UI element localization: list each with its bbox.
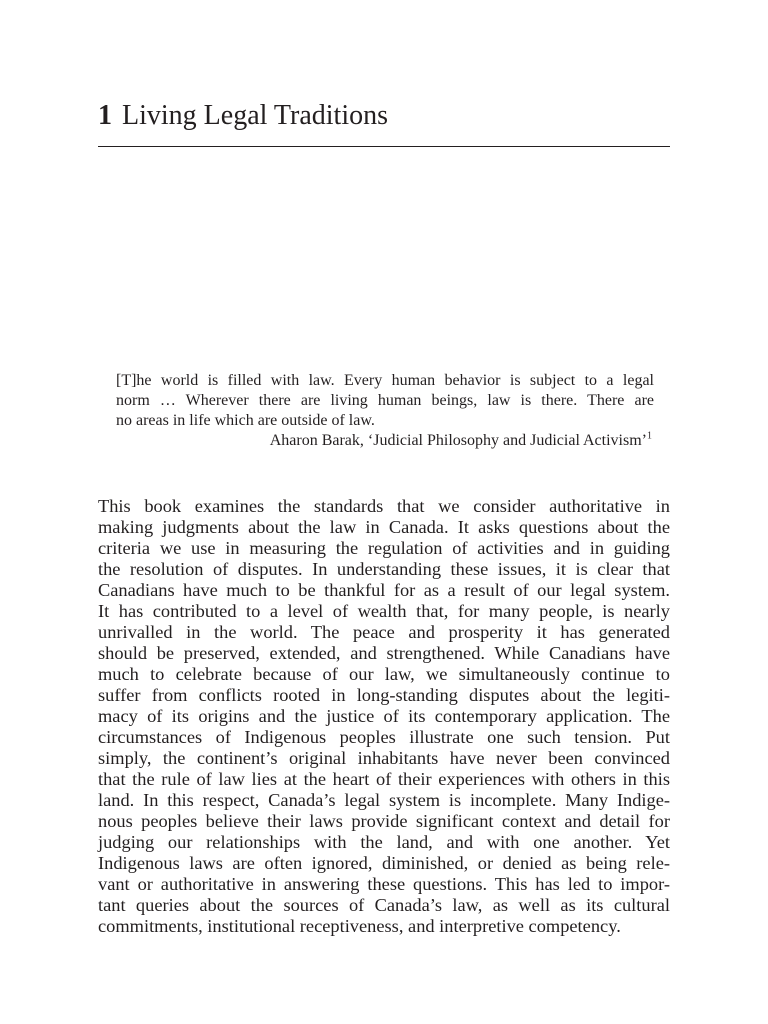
body-line: nous peoples believe their laws provide significant context and detail for	[98, 811, 670, 831]
attribution-text: Aharon Barak, ‘Judicial Philosophy and Judicial Activism’	[269, 432, 647, 449]
body-line: simply, the continent’s original inhabitants have never been convinced	[98, 748, 670, 768]
body-line: vant or authoritative in answering these questions. This has led to impor-	[98, 874, 670, 894]
body-line: tant queries about the sources of Canada’s law, as well as its cultural	[98, 895, 670, 915]
chapter-title: Living Legal Traditions	[122, 100, 388, 131]
epigraph-line: [T]he world is filled with law. Every human behavior is subject to a legal	[116, 372, 654, 389]
epigraph-line: no areas in life which are outside of law.	[116, 412, 375, 429]
heading-rule	[98, 146, 670, 147]
body-line: suffer from conflicts rooted in long-standing disputes about the legiti-	[98, 685, 670, 705]
body-line: much to celebrate because of our law, we simultaneously continue to	[98, 664, 670, 684]
body-line: unrivalled in the world. The peace and prosperity it has generated	[98, 622, 670, 642]
body-line: Canadians have much to be thankful for as a result of our legal system.	[98, 580, 670, 600]
body-line: making judgments about the law in Canada. It asks questions about the	[98, 517, 670, 537]
epigraph-line: norm … Wherever there are living human beings, law is there. There are	[116, 392, 654, 409]
body-line: Indigenous laws are often ignored, diminished, or denied as being rele-	[98, 853, 670, 873]
body-line: It has contributed to a level of wealth that, for many people, is nearly	[98, 601, 670, 621]
body-line: macy of its origins and the justice of its contemporary application. The	[98, 706, 670, 726]
body-line: circumstances of Indigenous peoples illustrate one such tension. Put	[98, 727, 670, 747]
body-line: land. In this respect, Canada’s legal system is incomplete. Many Indige-	[98, 790, 670, 810]
body-paragraph	[98, 496, 670, 937]
chapter-number: 1	[98, 100, 112, 131]
body-line: should be preserved, extended, and strengthened. While Canadians have	[98, 643, 670, 663]
body-line: This book examines the standards that we consider authoritative in	[98, 496, 670, 516]
epigraph	[116, 371, 654, 451]
chapter-heading	[98, 96, 670, 136]
body-line: the resolution of disputes. In understanding these issues, it is clear that	[98, 559, 670, 579]
epigraph-attribution	[116, 431, 654, 451]
body-line: commitments, institutional receptiveness, and interpretive competency.	[98, 916, 621, 936]
footnote-reference[interactable]: 1	[647, 430, 652, 442]
body-line: judging our relationships with the land, and with one another. Yet	[98, 832, 670, 852]
body-line: criteria we use in measuring the regulation of activities and in guiding	[98, 538, 670, 558]
body-line: that the rule of law lies at the heart of their experiences with others in this	[98, 769, 670, 789]
